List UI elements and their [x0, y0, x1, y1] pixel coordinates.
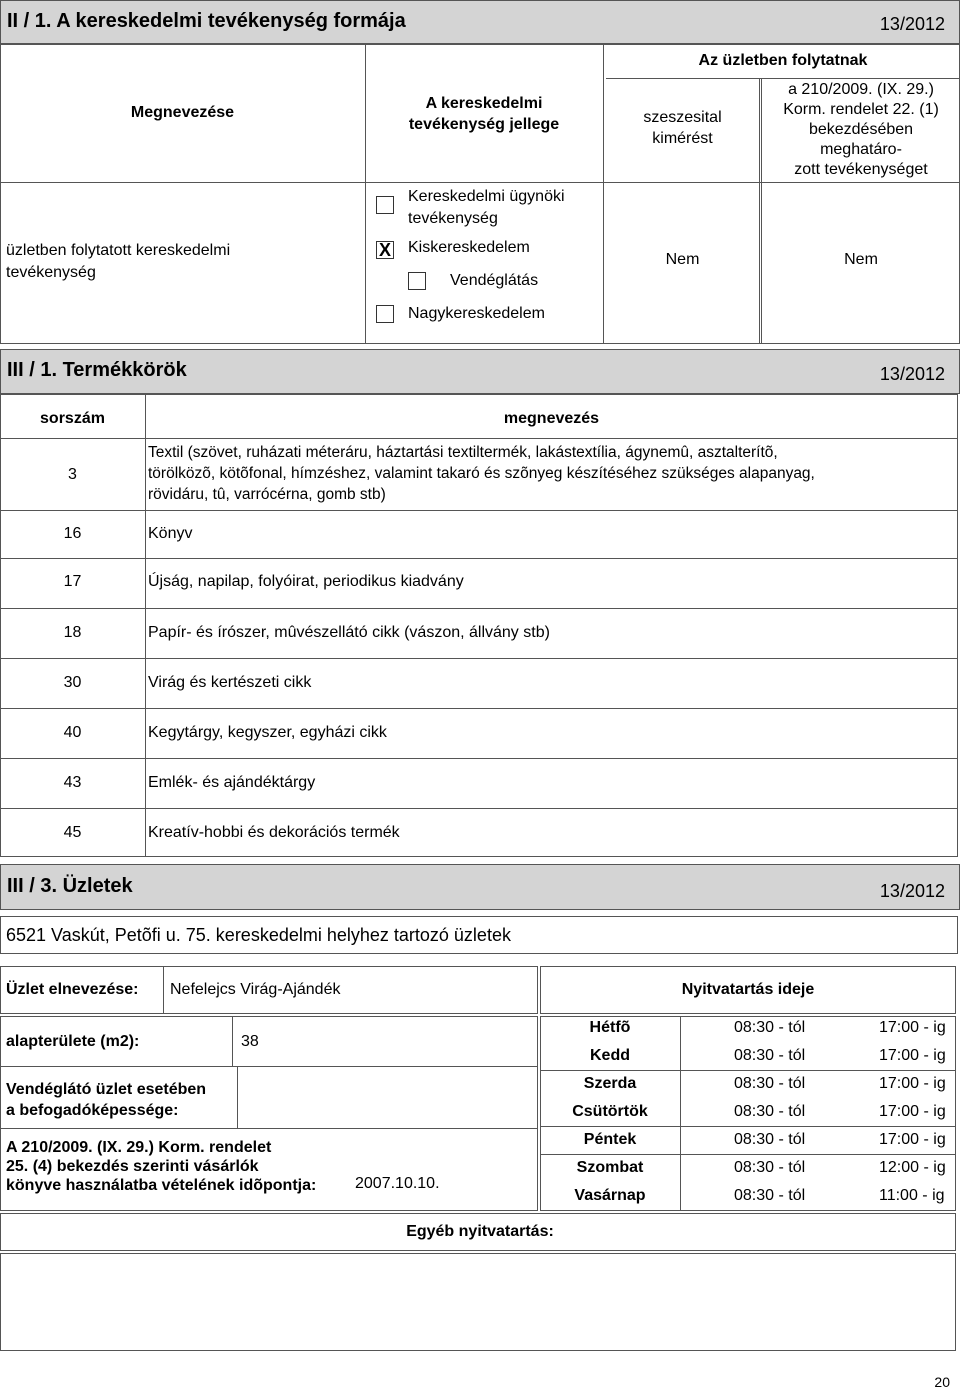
- product-description-line1: Textil (szövet, ruházati méteráru, háztartási textiltermék, lakástextília, ágynemû, asztalterítõ,: [148, 444, 778, 461]
- col-header-alcohol-line2: kimérést: [652, 130, 713, 147]
- checkbox-retail[interactable]: X: [376, 241, 394, 259]
- decree-line3: bekezdésében: [808, 121, 914, 138]
- value-decree: Nem: [844, 251, 878, 268]
- time-from: 08:30 - tól: [734, 1187, 806, 1204]
- section-code: 13/2012: [879, 364, 945, 384]
- option-retail-label: Kiskereskedelem: [408, 239, 530, 256]
- time-to: 17:00 - ig: [879, 1103, 946, 1120]
- book-line1: A 210/2009. (IX. 29.) Korm. rendelet: [6, 1139, 272, 1156]
- col-header-decree: [762, 80, 960, 180]
- product-number: 3: [68, 466, 77, 483]
- product-number: 18: [63, 624, 82, 641]
- decree-line5: zott tevékenységet: [794, 161, 928, 178]
- section-title: II / 1. A kereskedelmi tevékenység formája: [7, 10, 406, 32]
- checkbox-wholesale[interactable]: [376, 305, 394, 323]
- col-header-description: megnevezés: [503, 410, 600, 427]
- capacity-label: [6, 1079, 206, 1121]
- product-description: Könyv: [148, 525, 193, 542]
- day-label: Csütörtök: [572, 1103, 648, 1120]
- decree-line2: Korm. rendelet 22. (1): [783, 101, 939, 118]
- product-description-line3: rövidáru, tû, varrócérna, gomb stb): [148, 486, 386, 503]
- product-number: 16: [63, 525, 82, 542]
- product-number: 45: [63, 824, 82, 841]
- product-number: 43: [63, 774, 82, 791]
- section-header-activity: [0, 0, 960, 44]
- area-value: 38: [241, 1033, 259, 1050]
- col-header-group: Az üzletben folytatnak: [698, 52, 868, 69]
- section-title: [7, 875, 133, 898]
- product-number: 40: [63, 724, 82, 741]
- product-number: 30: [63, 674, 82, 691]
- row-label-line1: üzletben folytatott kereskedelmi: [6, 242, 231, 259]
- book-line2: 25. (4) bekezdés szerinti vásárlók: [6, 1158, 259, 1175]
- checkbox-agent[interactable]: [376, 196, 394, 214]
- section-header-products: [0, 349, 960, 394]
- book-line3: könyve használatba vételének idõpontja:: [6, 1177, 317, 1194]
- time-from: 08:30 - tól: [734, 1159, 806, 1176]
- day-label: Szombat: [576, 1159, 644, 1176]
- section-code: 13/2012: [879, 881, 945, 901]
- opening-hours-title: Nyitvatartás ideje: [681, 981, 815, 998]
- time-from: 08:30 - tól: [734, 1103, 806, 1120]
- day-label: Szerda: [583, 1075, 637, 1092]
- capacity-line2: a befogadóképessége:: [6, 1102, 179, 1119]
- shop-address: 6521 Vaskút, Petõfi u. 75. kereskedelmi helyhez tartozó üzletek: [6, 925, 511, 945]
- col-header-number: sorszám: [40, 410, 105, 427]
- shop-name-label: Üzlet elnevezése:: [6, 981, 139, 998]
- option-wholesale-label: Nagykereskedelem: [408, 305, 545, 322]
- option-agent-line1: Kereskedelmi ügynöki: [408, 188, 565, 205]
- product-description: Emlék- és ajándéktárgy: [148, 774, 316, 791]
- time-from: 08:30 - tól: [734, 1047, 806, 1064]
- section-title-text: III / 1. Termékkörök: [7, 359, 187, 381]
- product-description: Virág és kertészeti cikk: [148, 674, 312, 691]
- page-number: 20: [934, 1374, 950, 1390]
- time-to: 17:00 - ig: [879, 1131, 946, 1148]
- section-title: [7, 359, 187, 382]
- col-header-type-line1: A kereskedelmi: [425, 95, 543, 112]
- day-label: Vasárnap: [574, 1187, 646, 1204]
- time-to: 17:00 - ig: [879, 1047, 946, 1064]
- time-to: 11:00 - ig: [879, 1187, 945, 1204]
- complaint-book-label: [6, 1138, 316, 1195]
- col-header-type-line2: tevékenység jellege: [408, 116, 560, 133]
- product-description: Újság, napilap, folyóirat, periodikus kiadvány: [148, 573, 464, 590]
- complaint-book-date: 2007.10.10.: [355, 1175, 440, 1192]
- checkbox-catering[interactable]: [408, 272, 426, 290]
- time-to: 17:00 - ig: [879, 1075, 946, 1092]
- product-description: Kreatív-hobbi és dekorációs termék: [148, 824, 400, 841]
- section-code: 13/2012: [879, 14, 945, 34]
- option-catering-label: Vendéglátás: [450, 272, 539, 289]
- time-from: 08:30 - tól: [734, 1131, 806, 1148]
- col-header-alcohol: [606, 107, 759, 149]
- time-from: 08:30 - tól: [734, 1075, 806, 1092]
- row-label-line2: tevékenység: [6, 264, 96, 281]
- capacity-line1: Vendéglátó üzlet esetében: [6, 1081, 207, 1098]
- row-label-activity: [6, 240, 230, 284]
- section-title-text: III / 3. Üzletek: [7, 875, 133, 897]
- col-header-name: Megnevezése: [130, 104, 235, 121]
- value-alcohol: Nem: [665, 251, 700, 268]
- product-description-line2: törölközõ, kötõfonal, hímzéshez, valamint takaró és szõnyeg készítéséhez szükséges alapanyag,: [148, 465, 815, 482]
- product-description: [148, 442, 815, 505]
- col-header-type: [365, 93, 603, 135]
- product-description: Kegytárgy, kegyszer, egyházi cikk: [148, 724, 387, 741]
- day-label: Péntek: [583, 1131, 637, 1148]
- option-agent-label: [408, 186, 565, 230]
- decree-line4: meghatáro-: [820, 141, 902, 158]
- shop-name-value: Nefelejcs Virág-Ajándék: [170, 981, 341, 998]
- time-from: 08:30 - tól: [734, 1019, 806, 1036]
- day-label: Hétfõ: [589, 1019, 631, 1036]
- option-agent-line2: tevékenység: [408, 210, 498, 227]
- decree-line1: a 210/2009. (IX. 29.): [788, 81, 934, 98]
- other-hours-field[interactable]: [0, 1253, 956, 1351]
- day-label: Kedd: [590, 1047, 630, 1064]
- time-to: 12:00 - ig: [879, 1159, 946, 1176]
- product-description: Papír- és írószer, mûvészellátó cikk (vászon, állvány stb): [148, 624, 550, 641]
- time-to: 17:00 - ig: [879, 1019, 946, 1036]
- product-number: 17: [63, 573, 82, 590]
- section-header-shops: [0, 864, 960, 910]
- other-hours-label: Egyéb nyitvatartás:: [406, 1223, 554, 1240]
- col-header-alcohol-line1: szeszesital: [643, 109, 722, 126]
- area-label: alapterülete (m2):: [6, 1033, 140, 1050]
